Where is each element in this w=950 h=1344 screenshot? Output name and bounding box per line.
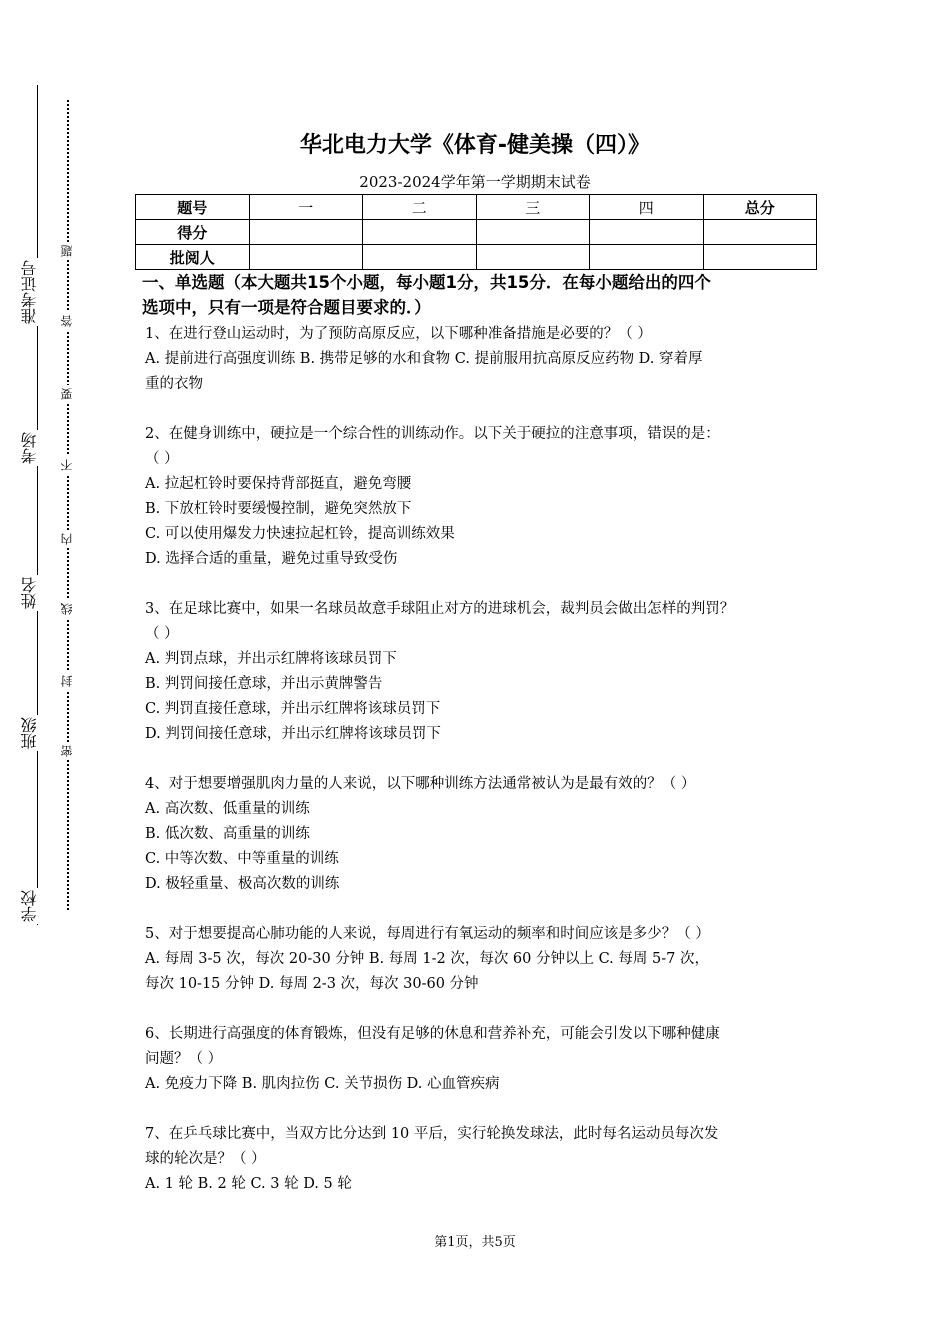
question-line: 3、在足球比赛中，如果一名球员故意手球阻止对方的进球机会，裁判员会做出怎样的判罚？ bbox=[145, 601, 735, 617]
score-table-header-row bbox=[136, 195, 817, 220]
field-label-class: 班级 bbox=[10, 715, 50, 751]
question-line: （ ） bbox=[145, 626, 179, 642]
question-line: 6、长期进行高强度的体育锻炼，但没有足够的休息和营养补充，可能会引发以下哪种健康 bbox=[145, 1026, 720, 1042]
binding-dotted-line bbox=[67, 100, 69, 910]
question-option: D. 极轻重量、极高次数的训练 bbox=[145, 876, 340, 892]
grader-cell bbox=[703, 245, 817, 270]
question-6 bbox=[145, 1022, 820, 1097]
score-cell bbox=[703, 220, 817, 245]
score-table-header-cell: 一 bbox=[249, 195, 363, 220]
score-table-header-cell: 四 bbox=[590, 195, 704, 220]
question-1 bbox=[145, 322, 820, 397]
question-line: 2、在健身训练中，硬拉是一个综合性的训练动作。以下关于硬拉的注意事项，错误的是： bbox=[145, 426, 720, 442]
exam-subtitle: 2023-2024学年第一学期期末试卷 bbox=[359, 173, 591, 191]
question-7 bbox=[145, 1122, 820, 1197]
seal-char: 答 bbox=[57, 312, 77, 330]
question-line: 1、在进行登山运动时，为了预防高原反应，以下哪种准备措施是必要的？（ ） bbox=[145, 326, 652, 342]
question-line: A. 每周 3-5 次，每次 20-30 分钟 B. 每周 1-2 次，每次 60 分钟以上 C. 每周 5-7 次， bbox=[145, 951, 709, 967]
question-option: A. 拉起杠铃时要保持背部挺直，避免弯腰 bbox=[145, 476, 412, 492]
question-2 bbox=[145, 422, 820, 572]
grader-cell bbox=[249, 245, 363, 270]
field-label-exam-number: 准考证号 bbox=[10, 258, 50, 326]
question-line: 每次 10-15 分钟 D. 每周 2-3 次，每次 30-60 分钟 bbox=[145, 976, 479, 992]
score-table-row-label: 得分 bbox=[136, 220, 250, 245]
score-cell bbox=[590, 220, 704, 245]
question-line: A. 免疫力下降 B. 肌肉拉伤 C. 关节损伤 D. 心血管疾病 bbox=[145, 1076, 500, 1092]
seal-char: 要 bbox=[57, 385, 77, 403]
question-option: B. 下放杠铃时要缓慢控制，避免突然放下 bbox=[145, 501, 412, 517]
binding-solid-line bbox=[37, 85, 38, 925]
grader-cell bbox=[363, 245, 477, 270]
question-line: 球的轮次是？（ ） bbox=[145, 1151, 266, 1167]
seal-char: 内 bbox=[57, 530, 77, 548]
question-line: 5、对于想要提高心肺功能的人来说，每周进行有氧运动的频率和时间应该是多少？（ ） bbox=[145, 926, 710, 942]
exam-title: 华北电力大学《体育-健美操（四）》 bbox=[299, 133, 651, 158]
question-line: 7、在乒乓球比赛中，当双方比分达到 10 平后，实行轮换发球法，此时每名运动员每次发 bbox=[145, 1126, 719, 1142]
question-option: A. 高次数、低重量的训练 bbox=[145, 801, 310, 817]
seal-char: 不 bbox=[57, 456, 77, 474]
question-5 bbox=[145, 922, 820, 997]
section-heading-line: 一、单选题（本大题共15个小题，每小题1分，共15分．在每小题给出的四个 bbox=[142, 273, 711, 292]
question-3 bbox=[145, 597, 820, 747]
score-table-header-cell: 总分 bbox=[703, 195, 817, 220]
score-table-row-grader bbox=[136, 245, 817, 270]
page-number: 第1页，共5页 bbox=[434, 1235, 516, 1250]
question-line: 问题？（ ） bbox=[145, 1051, 223, 1067]
section-heading bbox=[142, 270, 820, 320]
score-table-row-score bbox=[136, 220, 817, 245]
score-cell bbox=[363, 220, 477, 245]
seal-char: 线 bbox=[57, 600, 77, 618]
score-table-row-label: 批阅人 bbox=[136, 245, 250, 270]
question-line: A. 提前进行高强度训练 B. 携带足够的水和食物 C. 提前服用抗高原反应药物 D. 穿着厚 bbox=[145, 351, 703, 367]
score-table bbox=[135, 194, 817, 270]
question-option: D. 判罚间接任意球，并出示红牌将该球员罚下 bbox=[145, 726, 441, 742]
score-table-header-cell: 三 bbox=[476, 195, 590, 220]
field-label-name: 姓名 bbox=[10, 575, 50, 611]
binding-margin bbox=[0, 0, 110, 1344]
grader-cell bbox=[476, 245, 590, 270]
question-option: C. 可以使用爆发力快速拉起杠铃，提高训练效果 bbox=[145, 526, 455, 542]
question-option: D. 选择合适的重量，避免过重导致受伤 bbox=[145, 551, 398, 567]
field-label-school: 学校 bbox=[10, 888, 50, 924]
seal-char: 封 bbox=[57, 672, 77, 690]
question-line: （ ） bbox=[145, 451, 179, 467]
score-table-header-cell: 题号 bbox=[136, 195, 250, 220]
score-table-header-cell: 二 bbox=[363, 195, 477, 220]
question-option: C. 中等次数、中等重量的训练 bbox=[145, 851, 339, 867]
field-label-exam-room: 考场 bbox=[10, 430, 50, 466]
question-line: A. 1 轮 B. 2 轮 C. 3 轮 D. 5 轮 bbox=[145, 1176, 352, 1192]
seal-char: 密 bbox=[57, 742, 77, 760]
question-line: 4、对于想要增强肌肉力量的人来说，以下哪种训练方法通常被认为是最有效的？（ ） bbox=[145, 776, 696, 792]
score-cell bbox=[476, 220, 590, 245]
question-option: A. 判罚点球，并出示红牌将该球员罚下 bbox=[145, 651, 397, 667]
seal-char: 题 bbox=[57, 242, 77, 260]
question-option: B. 低次数、高重量的训练 bbox=[145, 826, 310, 842]
question-4 bbox=[145, 772, 820, 897]
question-line: 重的衣物 bbox=[145, 376, 203, 392]
question-option: C. 判罚直接任意球，并出示红牌将该球员罚下 bbox=[145, 701, 441, 717]
exam-content bbox=[142, 270, 820, 1222]
score-cell bbox=[249, 220, 363, 245]
question-option: B. 判罚间接任意球，并出示黄牌警告 bbox=[145, 676, 383, 692]
grader-cell bbox=[590, 245, 704, 270]
section-heading-line: 选项中，只有一项是符合题目要求的．） bbox=[142, 298, 431, 317]
